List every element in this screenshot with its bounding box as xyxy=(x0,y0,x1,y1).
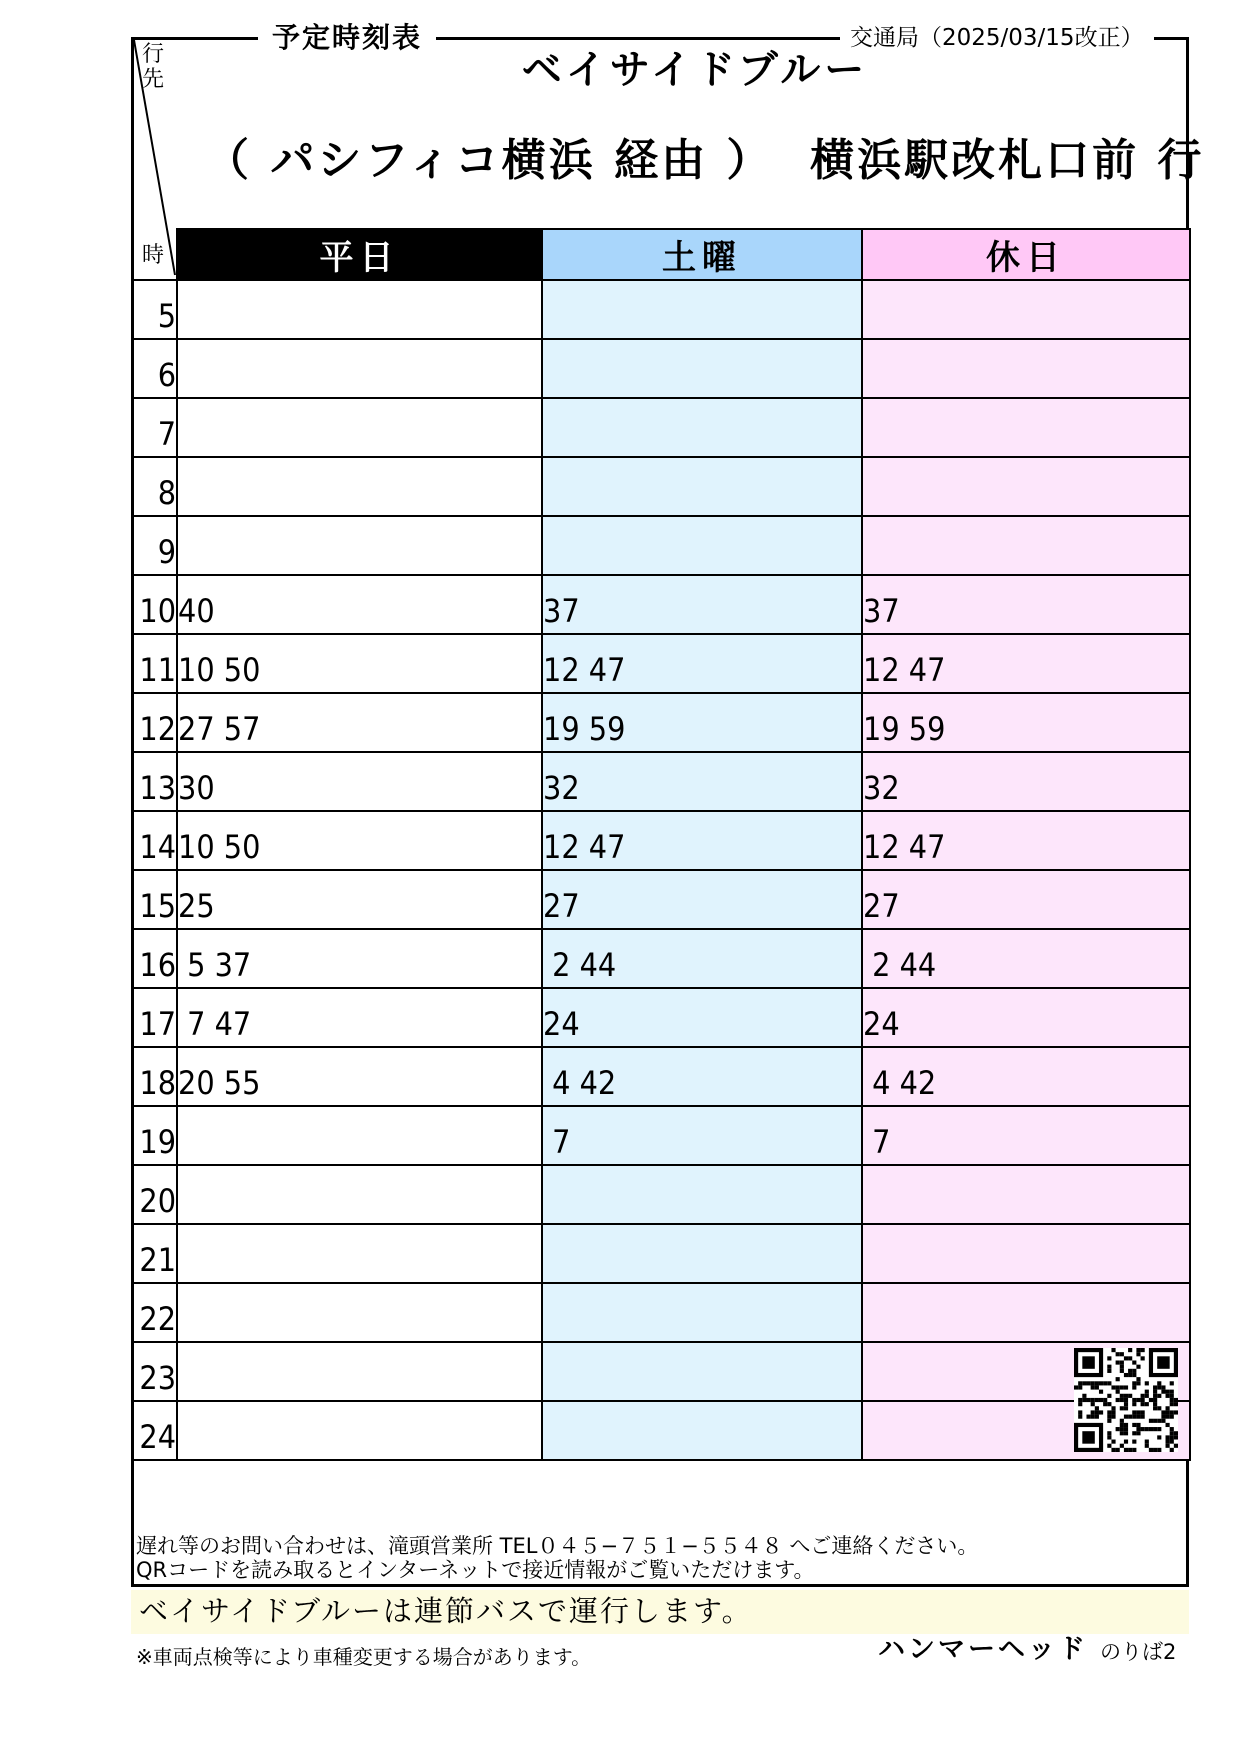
holiday-cell xyxy=(862,398,1190,457)
hour-cell: 10 xyxy=(132,575,177,634)
holiday-cell: 24 xyxy=(862,988,1190,1047)
saturday-cell xyxy=(542,280,862,339)
holiday-cell xyxy=(862,457,1190,516)
saturday-cell: 27 xyxy=(542,870,862,929)
weekday-cell: 30 xyxy=(177,752,542,811)
weekday-cell xyxy=(177,280,542,339)
vehicle-change-note: ※車両点検等により車種変更する場合があります。 xyxy=(136,1645,592,1669)
holiday-cell xyxy=(862,516,1190,575)
table-row xyxy=(132,988,1190,1047)
contact-info xyxy=(136,1534,1186,1582)
weekday-cell: 7 47 xyxy=(177,988,542,1047)
weekday-cell xyxy=(177,1106,542,1165)
hour-cell: 8 xyxy=(132,457,177,516)
saturday-cell xyxy=(542,339,862,398)
holiday-cell xyxy=(862,1224,1190,1283)
weekday-cell xyxy=(177,457,542,516)
table-row xyxy=(132,693,1190,752)
table-row xyxy=(132,457,1190,516)
weekday-cell xyxy=(177,1224,542,1283)
saturday-cell: 12 47 xyxy=(542,811,862,870)
table-row xyxy=(132,575,1190,634)
weekday-cell: 5 37 xyxy=(177,929,542,988)
holiday-cell: 27 xyxy=(862,870,1190,929)
table-row xyxy=(132,634,1190,693)
table-row xyxy=(132,811,1190,870)
saturday-cell xyxy=(542,457,862,516)
hour-column-header xyxy=(132,229,177,280)
table-row xyxy=(132,1342,1190,1401)
hour-cell: 24 xyxy=(132,1401,177,1460)
holiday-cell: 2 44 xyxy=(862,929,1190,988)
saturday-cell: 19 59 xyxy=(542,693,862,752)
saturday-cell xyxy=(542,398,862,457)
weekday-cell xyxy=(177,1165,542,1224)
holiday-cell: 7 xyxy=(862,1106,1190,1165)
table-row xyxy=(132,339,1190,398)
corner-label-hour: 時 xyxy=(142,243,165,268)
holiday-cell: 4 42 xyxy=(862,1047,1190,1106)
table-row xyxy=(132,1165,1190,1224)
holiday-cell: 37 xyxy=(862,575,1190,634)
hour-cell: 18 xyxy=(132,1047,177,1106)
hour-cell: 17 xyxy=(132,988,177,1047)
holiday-cell xyxy=(862,1283,1190,1342)
timetable-title: 予定時刻表 xyxy=(258,18,436,58)
qr-code-icon xyxy=(1074,1348,1178,1452)
weekday-cell: 25 xyxy=(177,870,542,929)
table-row xyxy=(132,870,1190,929)
table-row xyxy=(132,1224,1190,1283)
hour-cell: 15 xyxy=(132,870,177,929)
articulated-bus-notice: ベイサイドブルーは連節バスで運行します。 xyxy=(131,1590,1189,1634)
weekday-cell xyxy=(177,516,542,575)
weekday-header: 平日 xyxy=(177,229,542,280)
saturday-cell xyxy=(542,516,862,575)
table-row xyxy=(132,280,1190,339)
platform-label: のりば2 xyxy=(1100,1640,1177,1664)
saturday-cell xyxy=(542,1401,862,1460)
table-row xyxy=(132,752,1190,811)
table-row xyxy=(132,1401,1190,1460)
hour-cell: 23 xyxy=(132,1342,177,1401)
weekday-cell: 10 50 xyxy=(177,634,542,693)
hour-cell: 16 xyxy=(132,929,177,988)
holiday-header: 休日 xyxy=(862,229,1190,280)
holiday-cell: 32 xyxy=(862,752,1190,811)
weekday-cell: 40 xyxy=(177,575,542,634)
hour-cell: 21 xyxy=(132,1224,177,1283)
saturday-cell: 2 44 xyxy=(542,929,862,988)
contact-line-2: QRコードを読み取るとインターネットで接近情報がご覧いただけます。 xyxy=(136,1558,815,1582)
holiday-cell: 12 47 xyxy=(862,811,1190,870)
hour-cell: 13 xyxy=(132,752,177,811)
table-row xyxy=(132,398,1190,457)
destination: （ パシフィコ横浜 経由 ） 横浜駅改札口前 行 xyxy=(205,135,1205,186)
hour-cell: 9 xyxy=(132,516,177,575)
weekday-cell xyxy=(177,339,542,398)
hour-cell: 20 xyxy=(132,1165,177,1224)
table-row xyxy=(132,1047,1190,1106)
contact-line-1: 遅れ等のお問い合わせは、滝頭営業所 TEL０４５−７５１−５５４８ へご連絡ください。 xyxy=(136,1534,979,1558)
saturday-cell: 32 xyxy=(542,752,862,811)
saturday-cell: 24 xyxy=(542,988,862,1047)
saturday-cell xyxy=(542,1342,862,1401)
timetable-body xyxy=(132,280,1190,1460)
corner-label-destination: 行先 xyxy=(142,42,165,92)
holiday-cell: 12 47 xyxy=(862,634,1190,693)
hour-cell: 19 xyxy=(132,1106,177,1165)
holiday-cell xyxy=(862,1165,1190,1224)
route-name: ベイサイドブルー xyxy=(521,47,869,93)
weekday-cell xyxy=(177,398,542,457)
saturday-cell xyxy=(542,1165,862,1224)
hour-cell: 22 xyxy=(132,1283,177,1342)
saturday-header: 土曜 xyxy=(542,229,862,280)
holiday-cell xyxy=(862,280,1190,339)
hour-cell: 5 xyxy=(132,280,177,339)
stop-name: ハンマーヘッド xyxy=(878,1634,1088,1665)
table-row xyxy=(132,929,1190,988)
weekday-cell: 20 55 xyxy=(177,1047,542,1106)
holiday-cell xyxy=(862,339,1190,398)
saturday-cell: 7 xyxy=(542,1106,862,1165)
saturday-cell: 37 xyxy=(542,575,862,634)
holiday-cell: 19 59 xyxy=(862,693,1190,752)
table-row xyxy=(132,1106,1190,1165)
hour-cell: 7 xyxy=(132,398,177,457)
issuer-label: 交通局（2025/03/15改正） xyxy=(840,18,1154,58)
weekday-cell xyxy=(177,1401,542,1460)
weekday-cell xyxy=(177,1283,542,1342)
hour-cell: 11 xyxy=(132,634,177,693)
weekday-cell: 10 50 xyxy=(177,811,542,870)
hour-cell: 6 xyxy=(132,339,177,398)
timetable xyxy=(131,228,1191,1461)
saturday-cell xyxy=(542,1224,862,1283)
weekday-cell xyxy=(177,1342,542,1401)
weekday-cell: 27 57 xyxy=(177,693,542,752)
saturday-cell: 12 47 xyxy=(542,634,862,693)
table-row xyxy=(132,1283,1190,1342)
saturday-cell: 4 42 xyxy=(542,1047,862,1106)
hour-cell: 12 xyxy=(132,693,177,752)
saturday-cell xyxy=(542,1283,862,1342)
hour-cell: 14 xyxy=(132,811,177,870)
table-row xyxy=(132,516,1190,575)
